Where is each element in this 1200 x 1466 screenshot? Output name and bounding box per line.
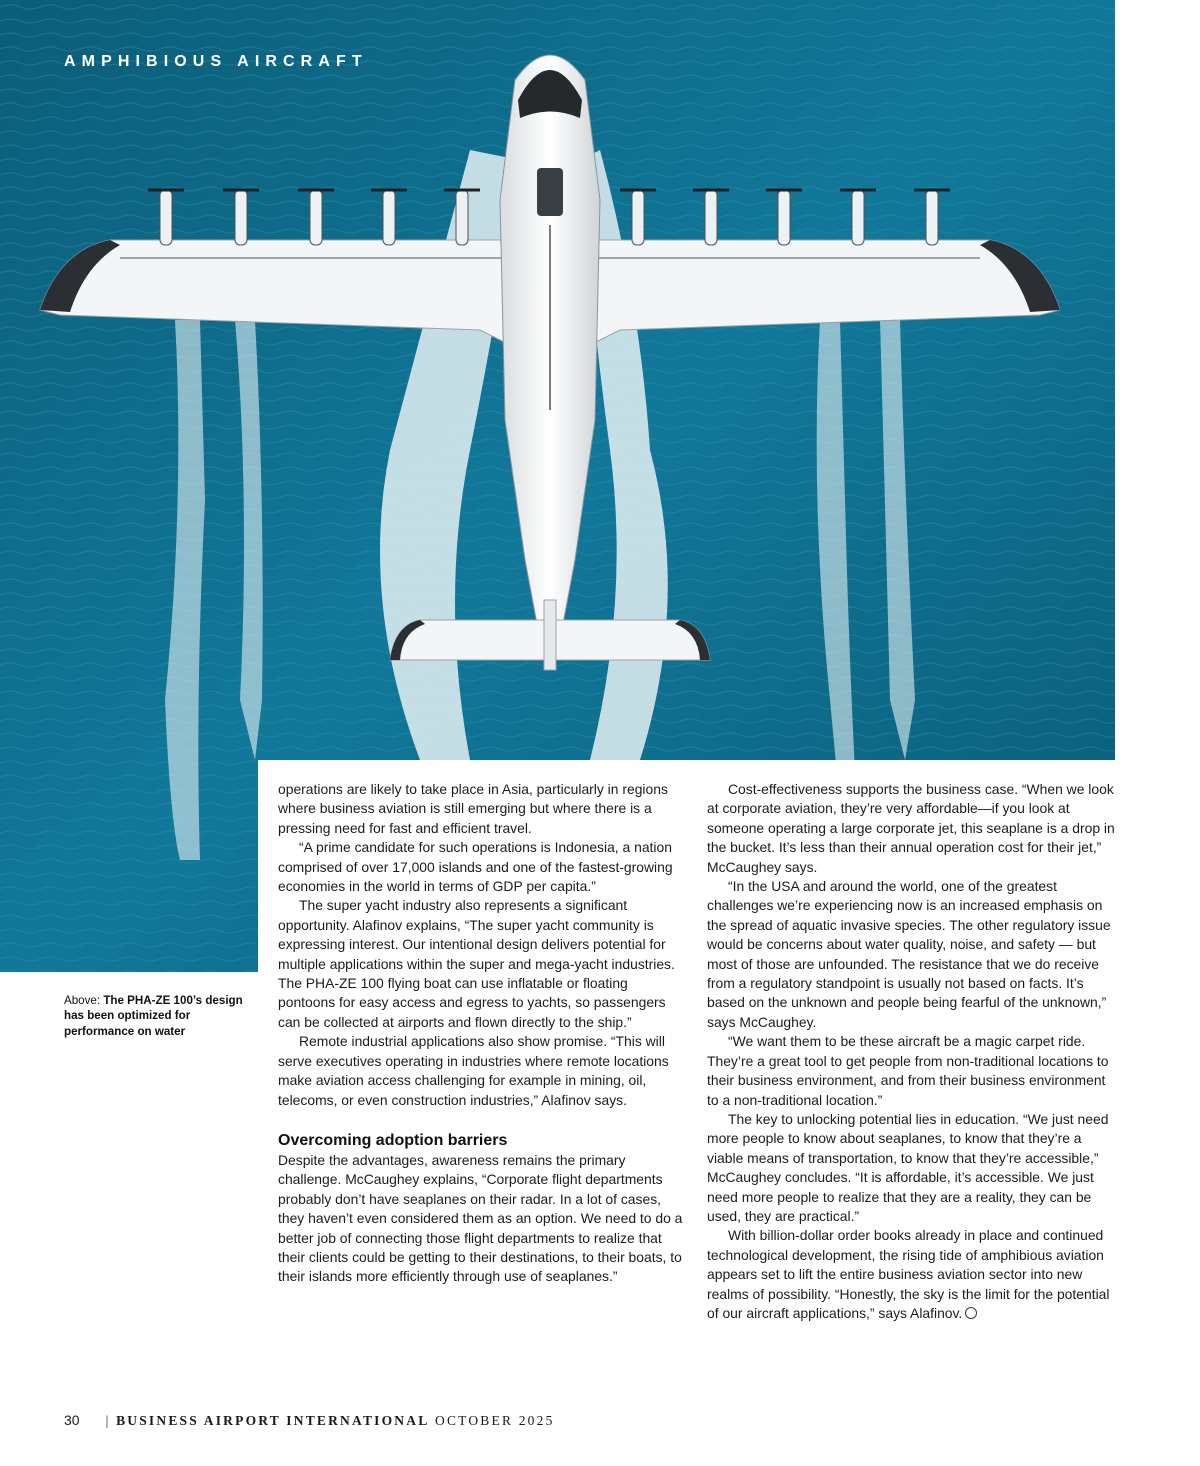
article-paragraph: Cost-effectiveness supports the business case. “When we look at corporate aviation, they’re very affordable—if you look at someone operating a large corporate jet, this seaplane is a drop in the bucket. It’s less than their annual operation cost for their jet,” McCaughey says. [707, 781, 1115, 875]
footer-separator: | [105, 1413, 111, 1428]
article-column-right [707, 780, 1117, 1323]
article-paragraph: “We want them to be these aircraft be a magic carpet ride. They’re a great tool to get people from non-traditional locations to their business environment, and from their business environment to a non-traditional location.” [707, 1033, 1109, 1108]
article-column-left [278, 780, 686, 1287]
article-paragraph: “A prime candidate for such operations is Indonesia, a nation comprised of over 17,000 islands and one of the fastest-growing economies in the world in terms of GDP per capita.” [278, 839, 673, 895]
hatch [537, 168, 563, 216]
section-label: AMPHIBIOUS AIRCRAFT [64, 53, 368, 70]
article-paragraph: The super yacht industry also represents a significant opportunity. Alafinov explains, “The super yacht community is expressing interest. Our intentional design delivers potential for multiple applications within the super and mega-yacht industries. The PHA-ZE 100 flying boat can use inflatable or floating pontoons for easy access and egress to yachts, so passengers can be collected at airports and flown directly to the ship.” [278, 897, 675, 1030]
article-paragraph: The key to unlocking potential lies in education. “We just need more people to know about seaplanes, to know that they’re a viable means of transportation, to know that they’re accessible,” McCaughey concludes. “It is affordable, it’s accessible. We just need more people to realize that they are a reality, they can be used, they are practical.” [707, 1110, 1109, 1224]
end-of-article-icon [965, 1307, 977, 1319]
final-paragraph-text: With billion-dollar order books already in place and continued technological development, the rising tide of amphibious aviation appears set to lift the entire business aviation sector into new realms of possibility. “Honestly, the sky is the limit for the potential of our aircraft applications,” says Alafinov. [707, 1227, 1110, 1321]
page-number: 30 [64, 1412, 80, 1428]
photo-caption [64, 993, 244, 1039]
article-paragraph-final [707, 1226, 1117, 1323]
article-paragraph: Despite the advantages, awareness remains the primary challenge. McCaughey explains, “Corporate flight departments probably don’t have seaplanes on their radar. In a lot of cases, they haven’t even considered them as an option. We need to do a better job of connecting those flight departments to realize that their clients could be getting to their destinations, to their boats, to their islands more efficiently through use of seaplanes.” [278, 1151, 683, 1285]
publication-name: BUSINESS AIRPORT INTERNATIONAL [116, 1413, 430, 1428]
issue-date: OCTOBER 2025 [435, 1413, 555, 1428]
caption-lead: Above: [64, 994, 101, 1007]
article-paragraph: operations are likely to take place in Asia, particularly in regions where business aviation is still emerging but where there is a pressing need for fast and efficient travel. [278, 781, 668, 836]
article-paragraph: Remote industrial applications also show promise. “This will serve executives operating in industries where remote locations make aviation access challenging for example in mining, oil, telecoms, or even construction industries,” Alafinov says. [278, 1033, 669, 1108]
page-footer [64, 1412, 555, 1429]
article-subheading: Overcoming adoption barriers [278, 1131, 508, 1149]
article-paragraph: “In the USA and around the world, one of the greatest challenges we’re experiencing now is an increased emphasis on the spread of aquatic invasive species. The other regulatory issue would be concerns about water quality, noise, and safety — but most of those are unfounded. The resistance that we do receive from a regulatory standpoint is usually not based on facts. It’s based on the unknown and people being fearful of the unknown,” says McCaughey. [707, 878, 1111, 1030]
caption-text: The PHA-ZE 100’s design has been optimized for performance on water [64, 994, 243, 1038]
vertical-fin [544, 600, 556, 670]
